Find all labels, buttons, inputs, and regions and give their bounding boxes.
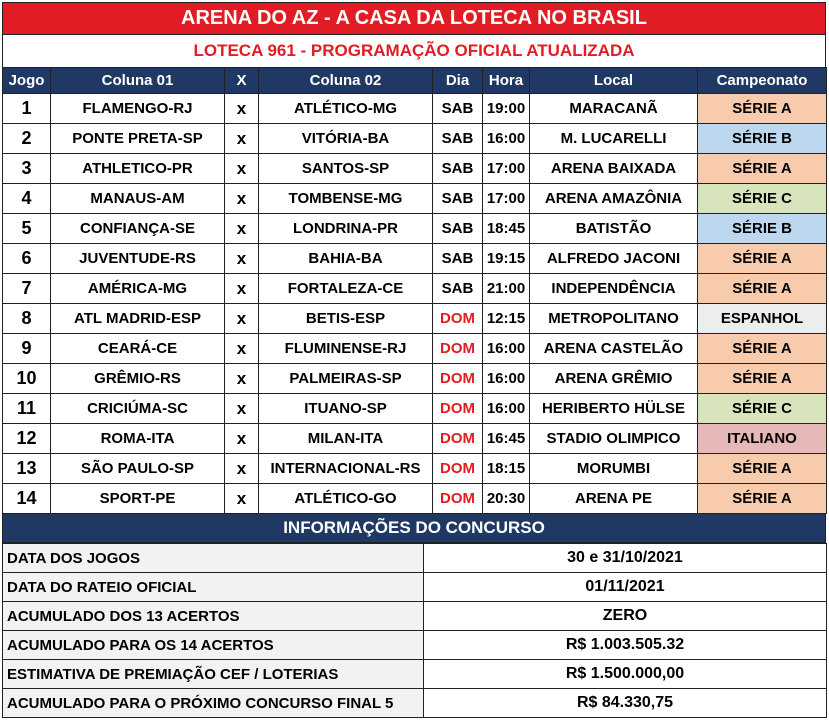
info-label: ACUMULADO PARA OS 14 ACERTOS: [3, 631, 424, 660]
game-number: 2: [3, 124, 51, 154]
game-time: 16:00: [483, 394, 530, 424]
away-team: LONDRINA-PR: [259, 214, 433, 244]
game-day: DOM: [433, 454, 483, 484]
game-day: DOM: [433, 304, 483, 334]
game-league: SÉRIE B: [698, 214, 827, 244]
col-header-campeonato: Campeonato: [698, 68, 827, 94]
table-row: [3, 214, 827, 244]
info-row: [3, 544, 827, 573]
info-row: [3, 631, 827, 660]
home-team: JUVENTUDE-RS: [51, 244, 225, 274]
game-league: SÉRIE A: [698, 94, 827, 124]
versus-mark: x: [225, 484, 259, 514]
game-day: DOM: [433, 484, 483, 514]
page-subtitle: LOTECA 961 - PROGRAMAÇÃO OFICIAL ATUALIZADA: [2, 35, 826, 67]
game-league: ESPANHOL: [698, 304, 827, 334]
game-day: SAB: [433, 244, 483, 274]
info-value: ZERO: [424, 602, 827, 631]
game-time: 12:15: [483, 304, 530, 334]
home-team: SPORT-PE: [51, 484, 225, 514]
game-day: SAB: [433, 94, 483, 124]
versus-mark: x: [225, 424, 259, 454]
away-team: INTERNACIONAL-RS: [259, 454, 433, 484]
col-header-dia: Dia: [433, 68, 483, 94]
versus-mark: x: [225, 124, 259, 154]
home-team: GRÊMIO-RS: [51, 364, 225, 394]
home-team: CEARÁ-CE: [51, 334, 225, 364]
game-number: 13: [3, 454, 51, 484]
home-team: PONTE PRETA-SP: [51, 124, 225, 154]
info-row: [3, 573, 827, 602]
away-team: ITUANO-SP: [259, 394, 433, 424]
game-number: 4: [3, 184, 51, 214]
versus-mark: x: [225, 274, 259, 304]
versus-mark: x: [225, 454, 259, 484]
info-row: [3, 602, 827, 631]
home-team: ROMA-ITA: [51, 424, 225, 454]
versus-mark: x: [225, 394, 259, 424]
game-number: 9: [3, 334, 51, 364]
home-team: MANAUS-AM: [51, 184, 225, 214]
col-header-x: X: [225, 68, 259, 94]
info-heading: INFORMAÇÕES DO CONCURSO: [2, 514, 826, 543]
versus-mark: x: [225, 304, 259, 334]
info-label: ESTIMATIVA DE PREMIAÇÃO CEF / LOTERIAS: [3, 660, 424, 689]
game-time: 17:00: [483, 154, 530, 184]
home-team: ATL MADRID-ESP: [51, 304, 225, 334]
game-day: DOM: [433, 424, 483, 454]
table-header-row: [3, 68, 827, 94]
game-venue: METROPOLITANO: [530, 304, 698, 334]
home-team: CRICIÚMA-SC: [51, 394, 225, 424]
info-value: 30 e 31/10/2021: [424, 544, 827, 573]
game-venue: MARACANÃ: [530, 94, 698, 124]
info-label: ACUMULADO PARA O PRÓXIMO CONCURSO FINAL 5: [3, 689, 424, 718]
game-league: SÉRIE A: [698, 334, 827, 364]
game-day: SAB: [433, 184, 483, 214]
info-value: R$ 84.330,75: [424, 689, 827, 718]
away-team: TOMBENSE-MG: [259, 184, 433, 214]
game-venue: HERIBERTO HÜLSE: [530, 394, 698, 424]
game-number: 6: [3, 244, 51, 274]
away-team: FLUMINENSE-RJ: [259, 334, 433, 364]
game-league: SÉRIE A: [698, 244, 827, 274]
game-league: SÉRIE C: [698, 394, 827, 424]
game-venue: ARENA CASTELÃO: [530, 334, 698, 364]
versus-mark: x: [225, 334, 259, 364]
game-number: 11: [3, 394, 51, 424]
game-number: 5: [3, 214, 51, 244]
game-venue: ARENA GRÊMIO: [530, 364, 698, 394]
games-table: [2, 67, 827, 514]
versus-mark: x: [225, 214, 259, 244]
game-day: SAB: [433, 154, 483, 184]
game-number: 8: [3, 304, 51, 334]
away-team: BAHIA-BA: [259, 244, 433, 274]
table-row: [3, 334, 827, 364]
versus-mark: x: [225, 364, 259, 394]
home-team: AMÉRICA-MG: [51, 274, 225, 304]
game-time: 19:15: [483, 244, 530, 274]
game-league: SÉRIE B: [698, 124, 827, 154]
info-value: 01/11/2021: [424, 573, 827, 602]
table-row: [3, 244, 827, 274]
table-row: [3, 364, 827, 394]
table-row: [3, 274, 827, 304]
versus-mark: x: [225, 244, 259, 274]
col-header-hora: Hora: [483, 68, 530, 94]
col-header-coluna2: Coluna 02: [259, 68, 433, 94]
col-header-local: Local: [530, 68, 698, 94]
away-team: MILAN-ITA: [259, 424, 433, 454]
away-team: SANTOS-SP: [259, 154, 433, 184]
loteca-sheet: [2, 2, 826, 718]
game-venue: ARENA PE: [530, 484, 698, 514]
table-row: [3, 124, 827, 154]
game-venue: BATISTÃO: [530, 214, 698, 244]
game-time: 18:15: [483, 454, 530, 484]
info-label: DATA DOS JOGOS: [3, 544, 424, 573]
home-team: FLAMENGO-RJ: [51, 94, 225, 124]
versus-mark: x: [225, 154, 259, 184]
game-league: SÉRIE A: [698, 364, 827, 394]
away-team: ATLÉTICO-GO: [259, 484, 433, 514]
game-day: DOM: [433, 334, 483, 364]
games-body: [3, 94, 827, 514]
away-team: FORTALEZA-CE: [259, 274, 433, 304]
game-time: 19:00: [483, 94, 530, 124]
table-row: [3, 484, 827, 514]
game-time: 16:45: [483, 424, 530, 454]
game-day: DOM: [433, 394, 483, 424]
game-number: 1: [3, 94, 51, 124]
away-team: ATLÉTICO-MG: [259, 94, 433, 124]
versus-mark: x: [225, 94, 259, 124]
game-number: 3: [3, 154, 51, 184]
game-number: 10: [3, 364, 51, 394]
game-day: SAB: [433, 214, 483, 244]
game-time: 17:00: [483, 184, 530, 214]
info-body: [3, 544, 827, 718]
info-row: [3, 689, 827, 718]
game-time: 18:45: [483, 214, 530, 244]
game-venue: M. LUCARELLI: [530, 124, 698, 154]
game-venue: ARENA AMAZÔNIA: [530, 184, 698, 214]
game-time: 21:00: [483, 274, 530, 304]
game-number: 12: [3, 424, 51, 454]
info-value: R$ 1.500.000,00: [424, 660, 827, 689]
away-team: BETIS-ESP: [259, 304, 433, 334]
game-venue: STADIO OLIMPICO: [530, 424, 698, 454]
table-row: [3, 454, 827, 484]
game-time: 20:30: [483, 484, 530, 514]
game-day: DOM: [433, 364, 483, 394]
home-team: ATHLETICO-PR: [51, 154, 225, 184]
table-row: [3, 394, 827, 424]
game-day: SAB: [433, 124, 483, 154]
home-team: CONFIANÇA-SE: [51, 214, 225, 244]
info-label: DATA DO RATEIO OFICIAL: [3, 573, 424, 602]
game-venue: ALFREDO JACONI: [530, 244, 698, 274]
col-header-coluna1: Coluna 01: [51, 68, 225, 94]
game-venue: MORUMBI: [530, 454, 698, 484]
table-row: [3, 154, 827, 184]
col-header-jogo: Jogo: [3, 68, 51, 94]
table-row: [3, 304, 827, 334]
table-row: [3, 424, 827, 454]
game-league: SÉRIE A: [698, 454, 827, 484]
game-time: 16:00: [483, 334, 530, 364]
info-value: R$ 1.003.505.32: [424, 631, 827, 660]
versus-mark: x: [225, 184, 259, 214]
game-time: 16:00: [483, 364, 530, 394]
game-league: SÉRIE A: [698, 484, 827, 514]
table-row: [3, 184, 827, 214]
game-time: 16:00: [483, 124, 530, 154]
game-number: 7: [3, 274, 51, 304]
away-team: PALMEIRAS-SP: [259, 364, 433, 394]
game-venue: ARENA BAIXADA: [530, 154, 698, 184]
page-title: ARENA DO AZ - A CASA DA LOTECA NO BRASIL: [2, 2, 826, 35]
game-venue: INDEPENDÊNCIA: [530, 274, 698, 304]
table-row: [3, 94, 827, 124]
game-league: ITALIANO: [698, 424, 827, 454]
game-day: SAB: [433, 274, 483, 304]
info-row: [3, 660, 827, 689]
info-label: ACUMULADO DOS 13 ACERTOS: [3, 602, 424, 631]
info-table: [2, 543, 827, 718]
game-league: SÉRIE C: [698, 184, 827, 214]
game-league: SÉRIE A: [698, 274, 827, 304]
home-team: SÃO PAULO-SP: [51, 454, 225, 484]
game-number: 14: [3, 484, 51, 514]
away-team: VITÓRIA-BA: [259, 124, 433, 154]
game-league: SÉRIE A: [698, 154, 827, 184]
